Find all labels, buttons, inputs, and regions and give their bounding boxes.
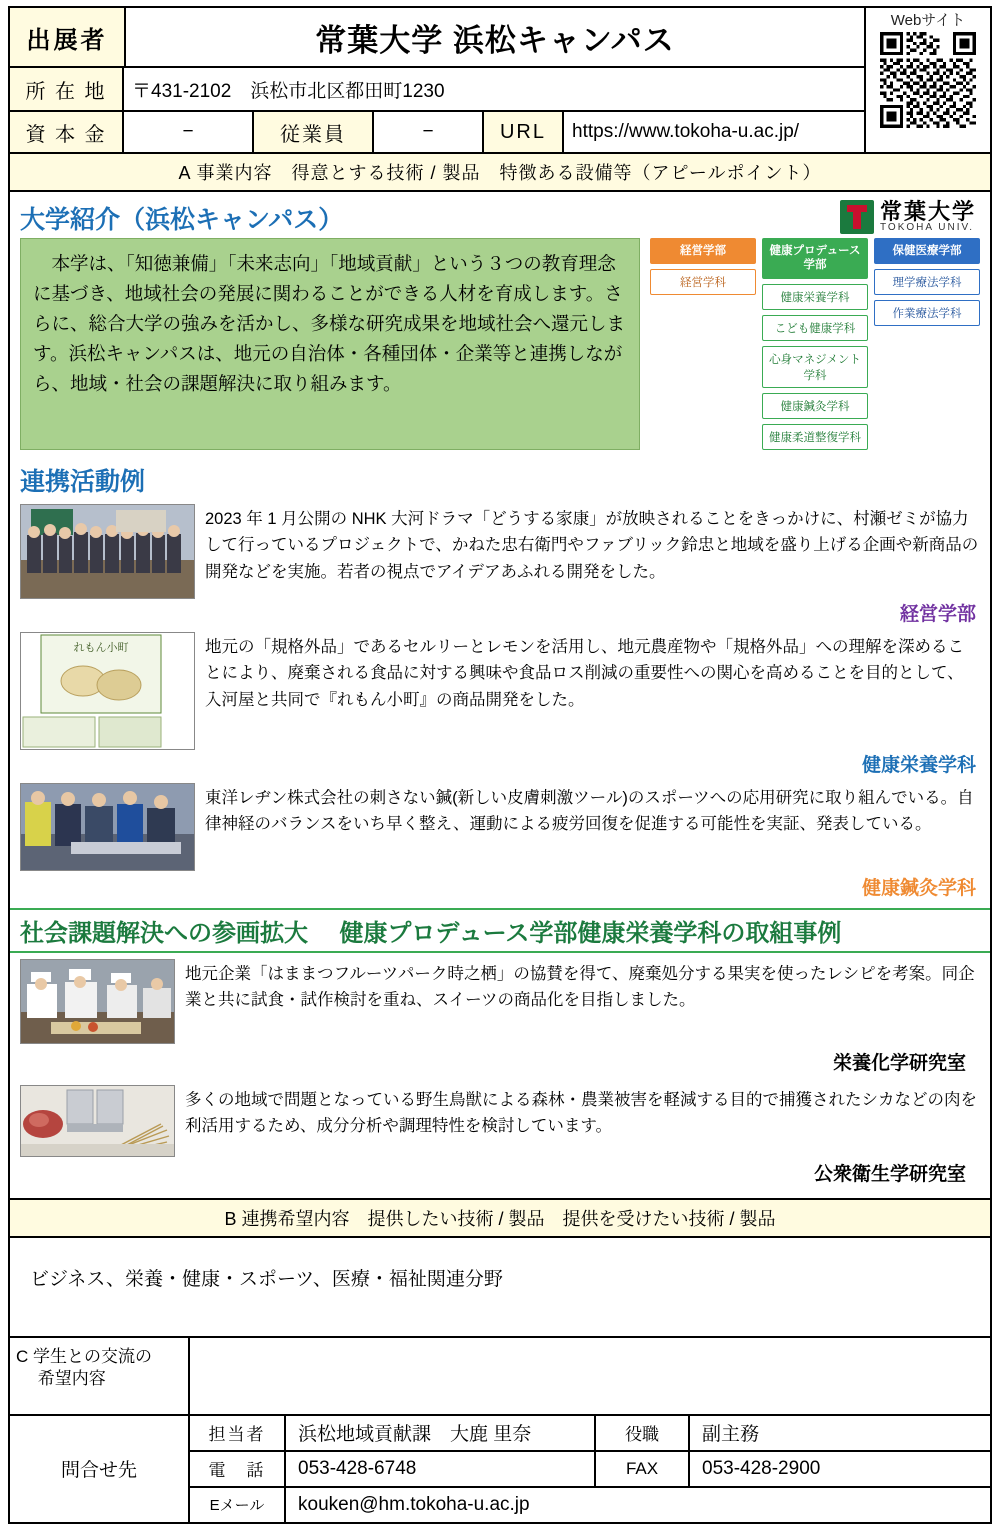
collab-item-1 [10, 500, 990, 599]
intro-section [10, 238, 990, 454]
logo-name-en: TOKOHA UNIV. [879, 222, 975, 234]
capital-value: − [124, 112, 254, 152]
collab-item-2 [10, 628, 990, 750]
section-c-label: C 学生との交流の 希望内容 [10, 1338, 190, 1414]
meat-analysis-equipment-image [20, 1085, 175, 1157]
intro-title: 大学紹介（浜松キャンパス） [20, 206, 344, 234]
department-item: 作業療法学科 [874, 300, 980, 326]
faculty-name: 経営学部 [650, 238, 756, 264]
collab-title: 連携活動例 [20, 467, 146, 496]
department-item: 理学療法学科 [874, 269, 980, 295]
collab-text-3: 東洋レヂン株式会社の刺さない鍼(新しい皮膚刺激ツール)のスポーツへの応用研究に取り組んでいる。自律神経のバランスをいち早く整え、運動による疲労回復を促進する可能性を実証、発表している。 [205, 788, 974, 834]
faculty-column-health-produce [762, 238, 868, 450]
role-label: 役職 [594, 1416, 690, 1450]
url-label: URL [484, 112, 564, 152]
cooking-lab-students-image [20, 959, 175, 1044]
header-left [8, 6, 864, 154]
role-value: 副主務 [702, 1424, 760, 1446]
department-item: 健康鍼灸学科 [762, 393, 868, 419]
employees-label: 従業員 [254, 112, 374, 152]
university-logo [840, 200, 976, 234]
website-label: Webサイト [890, 12, 966, 29]
section-a-body [8, 192, 992, 1200]
capital-label: 資 本 金 [10, 112, 124, 152]
department-item: こども健康学科 [762, 315, 868, 341]
department-item: 経営学科 [650, 269, 756, 295]
collab-tag-2: 健康栄養学科 [861, 754, 976, 776]
header-title-row [10, 8, 864, 66]
department-item: 健康栄養学科 [762, 284, 868, 310]
photo-content [21, 633, 194, 749]
photo-content [21, 960, 174, 1043]
faculty-name: 健康プロデュース学部 [762, 238, 868, 279]
section-c-body [190, 1338, 990, 1414]
collab-text-2: 地元の「規格外品」であるセルリーとレモンを活用し、地元農産物や「規格外品」への理解を深めることにより、廃棄される食品に対する興味や食品ロス削減の重要性への関心を高めることを目的として、入河屋と共同で『れもん小町』の商品開発をした。 [205, 637, 964, 710]
sports-acupuncture-testing-image [20, 783, 195, 871]
faculty-column-health-medical [874, 238, 980, 450]
collab-tag-1: 経営学部 [899, 603, 976, 625]
photo-content [21, 1086, 174, 1156]
department-item: 心身マネジメント学科 [762, 346, 868, 388]
contact-block [8, 1416, 992, 1524]
expansion-tag-2: 公衆衛生学研究室 [813, 1163, 966, 1185]
logo-text [880, 200, 976, 234]
expansion-text-1: 地元企業「はままつフルーツパーク時之栖」の協賛を得て、廃棄処分する果実を使ったレシピを考案。同企業と共に試食・試作検討を重ね、スイーツの商品化を目指しました。 [185, 964, 975, 1010]
svg-text:れもん小町: れもん小町 [73, 641, 129, 654]
contact-person-row [190, 1416, 990, 1450]
fax-value: 053-428-2900 [702, 1457, 821, 1479]
expansion-title-left: 社会課題解決への参画拡大 [20, 919, 308, 947]
header-address-row [10, 66, 864, 110]
faculty-chart [650, 238, 980, 450]
section-b-body: ビジネス、栄養・健康・スポーツ、医療・福祉関連分野 [8, 1238, 992, 1338]
expansion-title-right: 健康プロデュース学部健康栄養学科の取組事例 [339, 919, 842, 947]
contact-tel-row [190, 1450, 990, 1486]
contact-label: 問合せ先 [10, 1416, 190, 1522]
expansion-banner [10, 908, 990, 953]
exhibitor-label: 出展者 [10, 8, 124, 66]
expansion-title [10, 910, 990, 951]
collab-text-1: 2023 年 1 月公開の NHK 大河ドラマ「どうする家康」が放映されることをきっかけに、村瀬ゼミが協力して行っているプロジェクトで、かねた忠右衛門やファブリック鈴忠と地域を盛り上げる企画や新商品の開発などを実施。若者の視点でアイデアあふれる開発をした。 [205, 509, 979, 582]
website-qr-block [864, 6, 992, 154]
expansion-item-1 [10, 953, 990, 1044]
photo-content [21, 505, 194, 598]
person-label: 担当者 [190, 1416, 286, 1450]
header-capital-row [10, 110, 864, 152]
tel-label: 電 話 [190, 1452, 286, 1486]
intro-body: 本学は、「知徳兼備」「未来志向」「地域貢献」という３つの教育理念に基づき、地域社会の発展に関わることができる人材を育成します。さらに、総合大学の強みを活かし、多様な研究成果を地域社会へ還元します。浜松キャンパスは、地元の自治体・各種団体・企業等と連携しながら、地域・社会の課題解決に取り組みます。 [20, 238, 640, 450]
section-b-bar: B 連携希望内容 提供したい技術 / 製品 提供を受けたい技術 / 製品 [8, 1200, 992, 1238]
person-value: 浜松地域貢献課 大鹿 里奈 [298, 1424, 532, 1446]
section-a-bar: A 事業内容 得意とする技術 / 製品 特徴ある設備等（アピールポイント） [8, 154, 992, 192]
employees-value: − [374, 112, 484, 152]
contact-grid [190, 1416, 990, 1522]
expansion-text-2: 多くの地域で問題となっている野生鳥獣による森林・農業被害を軽減する目的で捕獲されたシカなどの肉を利活用するため、成分分析や調理特性を検討しています。 [185, 1090, 977, 1136]
address-label: 所 在 地 [10, 68, 124, 110]
tel-value: 053-428-6748 [298, 1457, 417, 1479]
address-value: 〒431-2102 浜松市北区都田町1230 [132, 80, 445, 102]
department-item: 健康柔道整復学科 [762, 424, 868, 450]
photo-content [21, 784, 194, 870]
faculty-name: 保健医療学部 [874, 238, 980, 264]
expansion-item-2 [10, 1081, 990, 1157]
contact-email-row [190, 1486, 990, 1522]
tokoha-logo-icon [840, 200, 874, 234]
header-table [8, 6, 992, 154]
email-value[interactable]: kouken@hm.tokoha-u.ac.jp [298, 1493, 530, 1515]
logo-name-jp: 常葉大学 [879, 199, 976, 225]
lemon-komachi-package-image [20, 632, 195, 750]
collab-tag-3: 健康鍼灸学科 [861, 877, 976, 899]
qr-code-icon[interactable] [880, 32, 976, 128]
faculty-column-management [650, 238, 756, 450]
email-label: Eメール [190, 1488, 286, 1522]
expansion-tag-1: 栄養化学研究室 [832, 1052, 966, 1074]
page-title: 常葉大学 浜松キャンパス [124, 8, 864, 66]
group-photo-in-kimono-image [20, 504, 195, 599]
fax-label: FAX [594, 1452, 690, 1486]
url-value[interactable]: https://www.tokoha-u.ac.jp/ [572, 121, 800, 142]
section-c-row [8, 1338, 992, 1416]
collab-item-3 [10, 779, 990, 871]
